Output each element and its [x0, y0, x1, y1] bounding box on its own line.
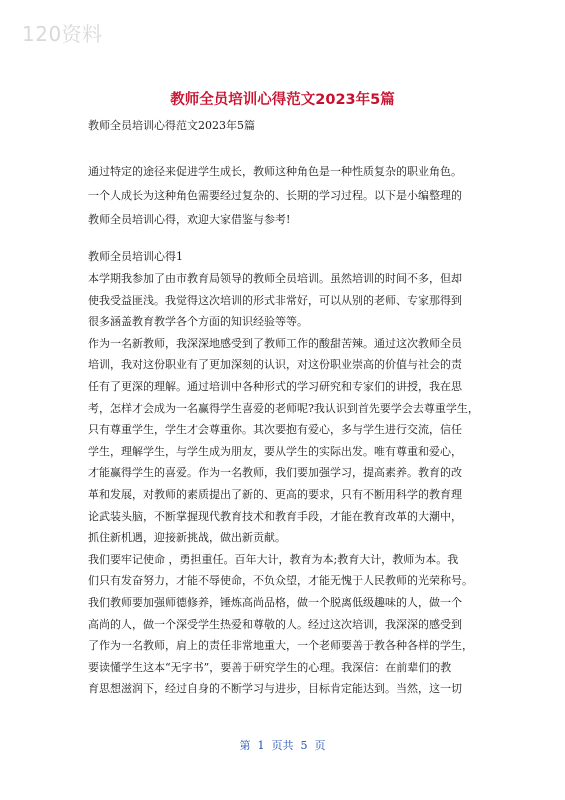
- page-number-footer: 第 1 页共 5 页: [239, 739, 326, 752]
- body-line: 育思想滋润下，经过自身的不断学习与进步，目标肯定能达到。当然，这一切: [88, 682, 462, 696]
- section-heading: 教师全员培训心得1: [88, 250, 183, 263]
- intro-line: 一个人成长为这种角色需要经过复杂的、长期的学习过程。以下是小编整理的: [88, 189, 462, 202]
- body-line: 学生，理解学生，与学生成为朋友，要从学生的实际出发。唯有尊重和爱心，: [88, 444, 462, 458]
- body-line: 论武装头脑，不断掌握现代教育技术和教育手段，才能在教育改革的大潮中，: [88, 509, 462, 523]
- body-line: 才能赢得学生的喜爱。作为一名教师，我们要加强学习，提高素养。教育的改: [88, 466, 462, 480]
- intro-line: 通过特定的途径来促进学生成长，教师这种角色是一种性质复杂的职业角色。: [88, 165, 462, 178]
- body-line: 革和发展，对教师的素质提出了新的、更高的要求，只有不断用科学的教育理: [88, 487, 462, 501]
- body-line: 我们要牢记使命 ，勇担重任。百年大计，教育为本;教育大计，教师为本。我: [88, 552, 459, 566]
- body-line: 要读懂学生这本“无字书”，要善于研究学生的心理。我深信：在前辈们的教: [88, 660, 452, 674]
- document-subtitle: 教师全员培训心得范文2023年5篇: [88, 119, 255, 132]
- body-line: 作为一名新教师，我深深地感受到了教师工作的酸甜苦辣。通过这次教师全员: [88, 336, 462, 350]
- body-line: 很多涵盖教育教学各个方面的知识经验等等。: [88, 315, 308, 329]
- body-line: 考，怎样才会成为一名赢得学生喜爱的老师呢?我认识到首先要学会去尊重学生，: [88, 401, 479, 415]
- body-line: 们只有发奋努力，才能不辱使命，不负众望，才能无愧于人民教师的光荣称号。: [88, 574, 473, 588]
- body-line: 我们教师要加强师德修养，锤炼高尚品格，做一个脱离低级趣味的人，做一个: [88, 595, 462, 609]
- intro-line: 教师全员培训心得，欢迎大家借鉴与参考!: [88, 213, 291, 226]
- document-title: 教师全员培训心得范文2023年5篇: [170, 92, 395, 108]
- body-line: 只有尊重学生，学生才会尊重你。其次要抱有爱心，多与学生进行交流，信任: [88, 423, 462, 437]
- body-paragraphs: [88, 268, 508, 700]
- body-line: 培训，我对这份职业有了更加深刻的认识，对这份职业崇高的价值与社会的责: [88, 358, 462, 372]
- body-line: 高尚的人，做一个深受学生热爱和尊敬的人。经过这次培训，我深深的感受到: [88, 617, 462, 631]
- body-line: 抓住新机遇，迎接新挑战，做出新贡献。: [88, 531, 286, 545]
- watermark-logo: 120资料: [22, 22, 103, 46]
- body-line: 了作为一名教师，肩上的责任非常地重大，一个老师要善于教各种各样的学生，: [88, 639, 473, 653]
- intro-paragraph: [88, 160, 508, 232]
- body-line: 使我受益匪浅。我觉得这次培训的形式非常好，可以从别的老师、专家那得到: [88, 293, 462, 307]
- body-line: 任有了更深的理解。通过培训中各种形式的学习研究和专家们的讲授，我在思: [88, 379, 462, 393]
- body-line: 本学期我参加了由市教育局领导的教师全员培训。虽然培训的时间不多，但却: [88, 272, 462, 285]
